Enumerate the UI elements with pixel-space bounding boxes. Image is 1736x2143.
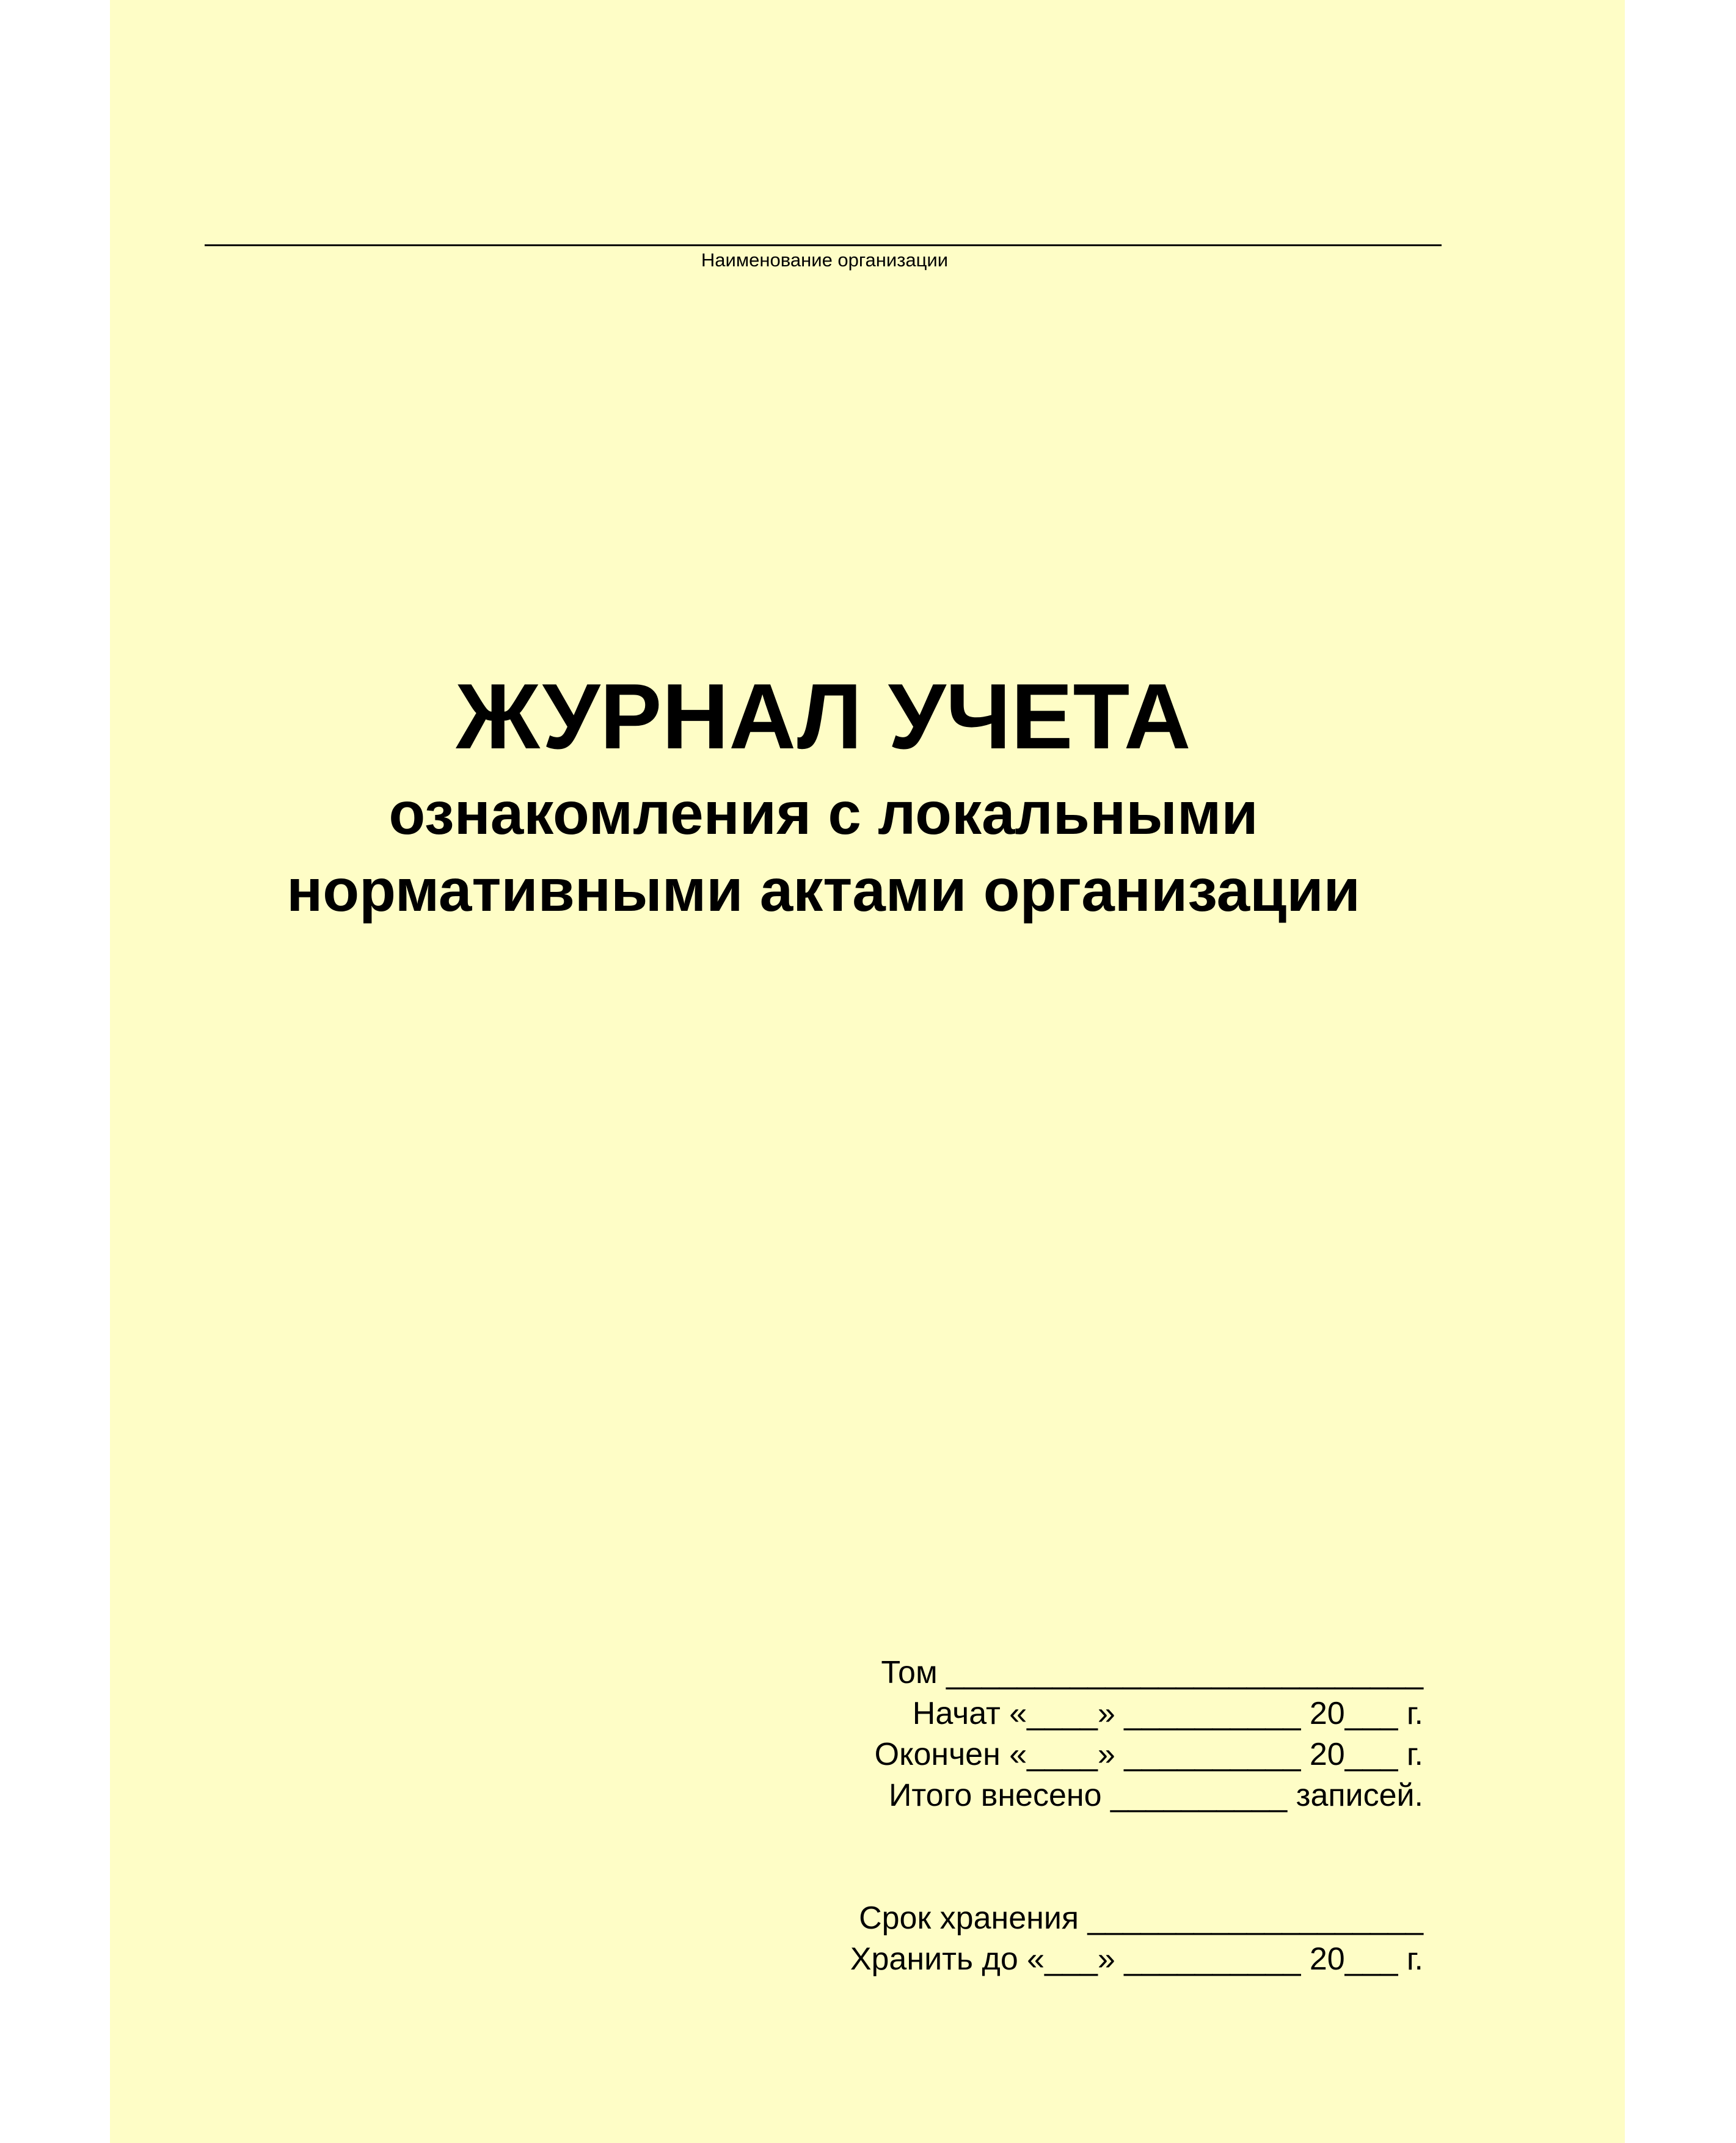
organization-name-line-stroke	[205, 244, 1442, 246]
keep-until-field: Хранить до «___» __________ 20___ г.	[850, 1941, 1423, 1977]
journal-cover	[110, 0, 1625, 2143]
journal-title-line-1: ознакомления с локальными	[388, 779, 1258, 847]
finished-date-field: Окончен «____» __________ 20___ г.	[874, 1737, 1423, 1772]
journal-title-line-2: нормативными актами организации	[286, 856, 1360, 924]
volume-field: Том ___________________________	[881, 1655, 1423, 1690]
journal-record-fields	[690, 1652, 1423, 1816]
total-records-field: Итого внесено __________ записей.	[888, 1778, 1423, 1813]
journal-title-block	[110, 659, 1537, 929]
storage-fields	[690, 1898, 1423, 1980]
journal-title-main: ЖУРНАЛ УЧЕТА	[456, 665, 1191, 768]
organization-name-line	[205, 244, 1442, 246]
retention-period-field: Срок хранения ___________________	[859, 1900, 1423, 1936]
started-date-field: Начат «____» __________ 20___ г.	[912, 1696, 1423, 1731]
organization-name-caption: Наименование организации	[701, 249, 949, 271]
